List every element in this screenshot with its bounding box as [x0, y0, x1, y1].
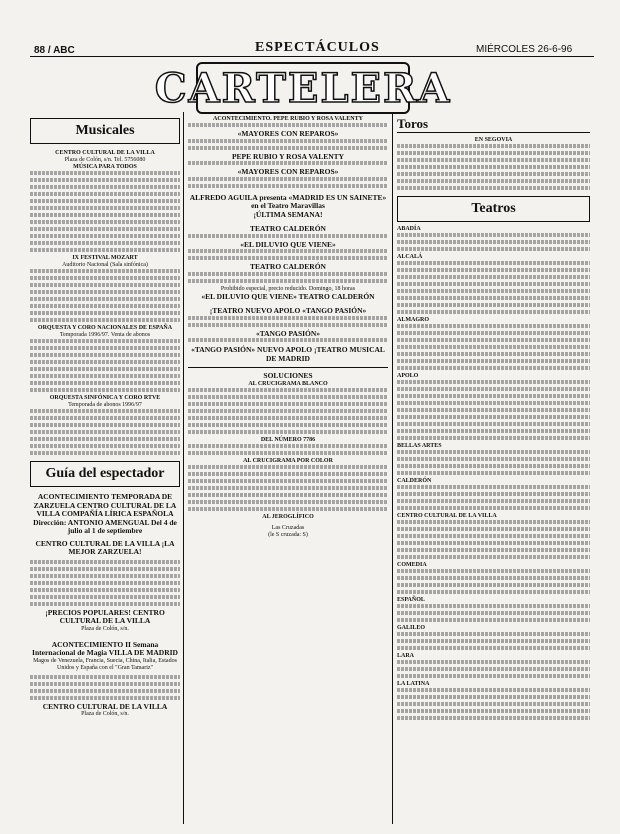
zarzuela-body	[30, 560, 180, 606]
pepe-body-2	[188, 161, 388, 165]
tango-title-2: «TANGO PASIÓN» NUEVO APOLO ¡TEATRO MUSICAL DE MADRID	[191, 345, 385, 363]
calderon-body-2	[188, 272, 388, 283]
calderon-body-right	[397, 485, 590, 510]
rtve-body	[30, 409, 180, 455]
jeroglifico-heading: AL JEROGLÍFICO	[262, 513, 314, 520]
ultima-semana: ¡ÚLTIMA SEMANA!	[253, 209, 323, 219]
bellas-artes-body	[397, 450, 590, 475]
pepe-rubio-ad: ACONTECIMIENTO. PEPE RUBIO Y ROSA VALENTY	[213, 116, 363, 122]
jeroglifico-note: (le S cruzada: S)	[268, 531, 308, 538]
mayores-body-2	[188, 177, 388, 188]
rtve-season: Temporada de abonos 1996/97	[68, 402, 142, 408]
centro-program: MÚSICA PARA TODOS	[73, 164, 137, 170]
pepe-body-1	[188, 123, 388, 127]
section-title: ESPECTÁCULOS	[255, 40, 380, 55]
apolo-entry: APOLO	[397, 373, 419, 379]
abadia-body	[397, 233, 590, 251]
magia-ad: ACONTECIMIENTO II Semana Internacional de Magia VILLA DE MADRID	[32, 639, 178, 657]
crucigrama-color-heading: AL CRUCIGRAMA POR COLOR	[243, 457, 333, 464]
almagro-body	[397, 324, 590, 370]
jeroglifico-answer: Las Cruzadas	[271, 524, 305, 531]
latina-body	[397, 688, 590, 720]
right-column	[397, 116, 590, 723]
toros-heading: Toros	[397, 116, 590, 133]
centro-body-right	[397, 520, 590, 559]
middle-column	[188, 116, 388, 539]
almagro-entry: ALMAGRO	[397, 317, 429, 323]
espanol-body	[397, 604, 590, 622]
mayores-body-1	[188, 139, 388, 150]
soluciones-rule	[188, 367, 388, 368]
calderon-body-1	[188, 234, 388, 238]
page-header	[0, 4, 620, 56]
alcala-body	[397, 261, 590, 314]
calderon-title-2: TEATRO CALDERÓN	[250, 262, 326, 271]
page-number: 88 / ABC	[34, 45, 75, 56]
segovia-body	[397, 144, 590, 190]
crucigrama-blanco-body	[188, 388, 388, 434]
crucigrama-color-body	[188, 465, 388, 511]
magia-venue: CENTRO CULTURAL DE LA VILLA	[42, 701, 168, 711]
guia-heading: Guía del espectador	[30, 461, 180, 487]
abadia-entry: ABADÍA	[397, 226, 421, 232]
centro-title: CENTRO CULTURAL DE LA VILLA	[55, 150, 155, 156]
left-column	[30, 118, 180, 718]
centro-body	[30, 171, 180, 252]
alcala-entry: ALCALÁ	[397, 254, 423, 260]
crucigrama-blanco-heading: AL CRUCIGRAMA BLANCO	[248, 380, 328, 387]
banner-title: CARTELERA	[154, 64, 452, 112]
issue-date: MIÉRCOLES 26-6-96	[476, 44, 573, 55]
espanol-entry: ESPAÑOL	[397, 597, 425, 603]
magia-address: Plaza de Colón, s/n.	[81, 711, 129, 717]
diluvio-body-1	[188, 249, 388, 260]
soluciones-heading: SOLUCIONES	[263, 371, 313, 380]
centro-entry: CENTRO CULTURAL DE LA VILLA	[397, 513, 497, 519]
calderon-title-1: TEATRO CALDERÓN	[250, 224, 326, 233]
tango-title-1: «TANGO PASIÓN»	[255, 328, 321, 338]
orquesta-title: ORQUESTA Y CORO NACIONALES DE ESPAÑA	[37, 325, 173, 331]
diluvio-title-2: «EL DILUVIO QUE VIENE» TEATRO CALDERÓN	[201, 291, 375, 301]
galileo-body	[397, 632, 590, 650]
magia-body	[30, 675, 180, 700]
zarzuela-mejor: CENTRO CULTURAL DE LA VILLA ¡LA MEJOR ZARZUELA!	[35, 538, 175, 556]
mayores-title-2: «MAYORES CON REPAROS»	[237, 167, 339, 176]
centro-address: Plaza de Colón, s/n. Tel. 5756080	[64, 157, 146, 163]
orquesta-season: Temporada 1996/97. Venta de abonos	[59, 332, 151, 338]
apolo-body-right	[397, 380, 590, 440]
cartelera-banner	[154, 62, 452, 114]
diluvio-title-1: «EL DILUVIO QUE VIENE»	[240, 239, 336, 249]
rtve-title: ORQUESTA SINFÓNICA Y CORO RTVE	[49, 395, 161, 401]
segovia-heading: EN SEGOVIA	[474, 137, 513, 143]
prorrogado-note: Prohibido especial, precio reducido. Domingo, 18 horas	[220, 285, 356, 292]
numero-heading: DEL NÚMERO 7786	[260, 436, 316, 443]
orquesta-body	[30, 339, 180, 392]
galileo-entry: GALILEO	[397, 625, 426, 631]
zarzuela-ad: ACONTECIMIENTO TEMPORADA DE ZARZUELA CENTRO CULTURAL DE LA VILLA COMPAÑÍA LÍRICA ESPAÑOLA Dirección: ANTONIO AMENGUAL Del 4 de julio al 1 de septiembre	[33, 492, 177, 535]
calderon-entry: CALDERÓN	[397, 478, 432, 484]
tango-body-1	[188, 338, 388, 342]
lara-entry: LARA	[397, 653, 415, 659]
festival-body	[30, 269, 180, 322]
nuevo-apolo-title: ¡TEATRO NUEVO APOLO «TANGO PASIÓN»	[209, 306, 367, 315]
festival-title: IX FESTIVAL MOZART	[72, 255, 138, 261]
column-divider	[392, 112, 393, 824]
mayores-title-1: «MAYORES CON REPAROS»	[237, 129, 339, 138]
numero-body	[188, 444, 388, 455]
comedia-body	[397, 569, 590, 594]
pepe-rubio-2: PEPE RUBIO Y ROSA VALENTY	[231, 151, 345, 161]
bellas-artes-entry: BELLAS ARTES	[397, 443, 442, 449]
magia-countries: Magos de Venezuela, Francia, Suecia, China, Italia, Estados Unidos y España con el "Gran Tamariz"	[33, 657, 177, 671]
comedia-entry: COMEDIA	[397, 562, 427, 568]
alfredo-aguila-ad: ALFREDO AGUILA presenta «MADRID ES UN SAINETE» en el Teatro Maravillas	[189, 192, 387, 210]
teatros-heading: Teatros	[397, 196, 590, 222]
precios-address: Plaza de Colón, s/n.	[81, 625, 129, 632]
column-divider	[183, 112, 184, 824]
latina-entry: LA LATINA	[397, 681, 430, 687]
lara-body	[397, 660, 590, 678]
header-rule	[30, 56, 594, 57]
festival-venue: Auditorio Nacional (Sala sinfónica)	[62, 262, 148, 268]
apolo-body	[188, 316, 388, 327]
precios-populares: ¡PRECIOS POPULARES! CENTRO CULTURAL DE LA VILLA	[45, 607, 165, 625]
musicales-heading: Musicales	[30, 118, 180, 144]
